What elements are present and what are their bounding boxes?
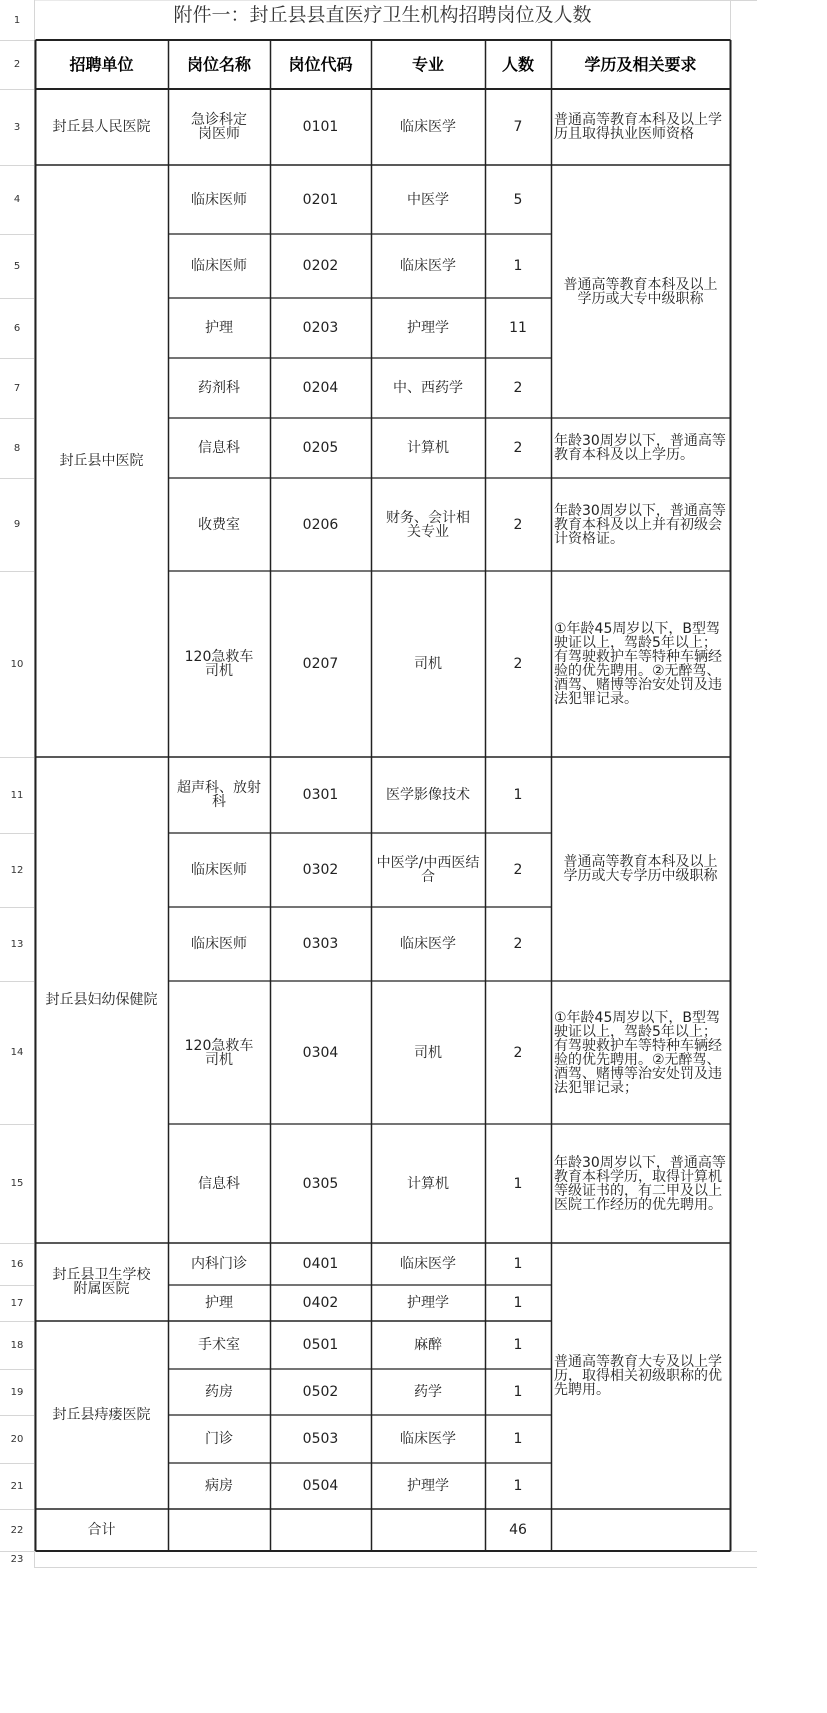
requirement-cell[interactable]: 普通高等教育本科及以上学历或大专中级职称 [563,276,718,307]
major-cell[interactable]: 护理学 [407,1478,449,1494]
total-label[interactable]: 合计 [87,1522,116,1538]
row-number[interactable]: 18 [10,1339,24,1351]
major-cell[interactable]: 司机 [414,1044,442,1061]
position-cell[interactable]: 急诊科定岗医师 [191,112,247,142]
code-cell[interactable]: 0305 [302,1175,339,1192]
position-cell[interactable]: 病房 [205,1478,233,1494]
code-cell[interactable]: 0207 [302,656,339,672]
position-cell[interactable]: 护理 [205,320,233,336]
code-cell[interactable]: 0204 [302,380,339,396]
requirement-cell[interactable]: 普通高等教育本科及以上学历且取得执业医师资格 [554,112,722,142]
row-number[interactable]: 13 [10,938,24,950]
header-code[interactable]: 岗位代码 [288,54,353,74]
major-cell[interactable]: 临床医学 [400,119,456,135]
count-cell[interactable]: 2 [513,656,523,672]
count-cell[interactable]: 1 [513,1478,523,1494]
major-cell[interactable]: 中医学 [407,191,449,208]
requirement-cell[interactable]: ①年龄45周岁以下，B型驾驶证以上，驾龄5年以上；有驾驶救护车等特种车辆经验的优先聘用。②无醉驾、酒驾、赌博等治安处罚及违法犯罪记录。 [554,621,722,707]
header-major[interactable]: 专业 [411,54,444,74]
row-number[interactable]: 11 [10,789,24,801]
requirement-cell[interactable]: 普通高等教育大专及以上学历，取得相关初级职称的优先聘用。 [554,1354,722,1398]
row-number[interactable]: 4 [13,194,21,205]
row-number[interactable]: 23 [10,1554,24,1565]
count-cell[interactable]: 2 [513,862,523,878]
position-cell[interactable]: 信息科 [198,1175,240,1192]
major-cell[interactable]: 麻醉 [414,1337,442,1353]
row-number[interactable]: 22 [10,1524,24,1536]
major-cell[interactable]: 护理学 [407,1295,449,1311]
position-cell[interactable]: 临床医师 [191,258,247,274]
code-cell[interactable]: 0101 [302,119,339,135]
code-cell[interactable]: 0205 [302,440,339,456]
major-cell[interactable]: 临床医学 [400,936,456,952]
count-cell[interactable]: 1 [513,258,523,274]
code-cell[interactable]: 0401 [302,1256,339,1272]
row-number[interactable]: 7 [13,382,21,394]
code-cell[interactable]: 0402 [302,1295,339,1311]
count-cell[interactable]: 2 [513,1044,523,1061]
row-number[interactable]: 2 [13,59,21,70]
position-cell[interactable]: 护理 [205,1295,233,1311]
requirement-cell[interactable]: 年龄30周岁以下，普通高等教育本科学历，取得计算机等级证书的，有二甲及以上医院工作经历的优先聘用。 [554,1154,726,1213]
code-cell[interactable]: 0501 [302,1337,339,1353]
row-number[interactable]: 20 [10,1433,24,1445]
row-number[interactable]: 9 [13,519,21,530]
position-cell[interactable]: 信息科 [198,440,240,456]
major-cell[interactable]: 计算机 [407,1175,449,1192]
requirement-cell[interactable]: 年龄30周岁以下，普通高等教育本科及以上并有初级会计资格证。 [554,502,726,547]
major-cell[interactable]: 临床医学 [400,258,456,274]
header-count[interactable]: 人数 [501,54,534,74]
major-cell[interactable]: 财务、会计相关专业 [386,509,470,540]
sheet-title[interactable]: 附件一：封丘县县直医疗卫生机构招聘岗位及人数 [173,4,592,26]
count-cell[interactable]: 1 [513,1431,523,1447]
code-cell[interactable]: 0303 [302,936,339,952]
count-cell[interactable]: 1 [513,1337,523,1353]
count-cell[interactable]: 2 [513,380,523,396]
row-number[interactable]: 12 [10,864,24,876]
count-cell[interactable]: 2 [513,440,523,456]
position-cell[interactable]: 临床医师 [191,936,247,952]
position-cell[interactable]: 收费室 [198,516,240,533]
unit-cell[interactable]: 封丘县痔瘘医院 [52,1407,151,1423]
major-cell[interactable]: 司机 [414,656,442,672]
row-number[interactable]: 19 [10,1386,24,1398]
count-cell[interactable]: 7 [513,119,523,135]
count-cell[interactable]: 1 [513,787,523,803]
major-cell[interactable]: 计算机 [407,440,449,456]
code-cell[interactable]: 0301 [302,787,339,803]
position-cell[interactable]: 临床医师 [191,191,247,208]
unit-cell[interactable]: 封丘县妇幼保健院 [45,992,158,1008]
position-cell[interactable]: 临床医师 [191,862,247,878]
row-number[interactable]: 17 [10,1297,24,1309]
major-cell[interactable]: 医学影像技术 [386,787,470,803]
code-cell[interactable]: 0502 [302,1384,339,1400]
row-number[interactable]: 15 [10,1178,24,1189]
code-cell[interactable]: 0206 [302,516,339,533]
header-requirement[interactable]: 学历及相关要求 [584,54,697,74]
unit-cell[interactable]: 封丘县人民医院 [52,119,151,135]
count-cell[interactable]: 2 [513,516,523,533]
requirement-cell[interactable]: ①年龄45周岁以下，B型驾驶证以上，驾龄5年以上；有驾驶救护车等特种车辆经验的优先聘用。②无醉驾、酒驾、赌博等治安处罚及违法犯罪记录； [554,1009,722,1096]
count-cell[interactable]: 1 [513,1175,523,1192]
requirement-cell[interactable]: 普通高等教育本科及以上学历或大专学历中级职称 [563,854,718,884]
count-cell[interactable]: 1 [513,1384,523,1400]
position-cell[interactable]: 120急救车司机 [184,1037,254,1068]
row-number[interactable]: 14 [10,1047,24,1058]
position-cell[interactable]: 药房 [205,1384,233,1400]
unit-cell[interactable]: 封丘县中医院 [59,453,144,469]
row-number[interactable]: 21 [10,1480,24,1492]
row-number[interactable]: 16 [10,1258,24,1270]
position-cell[interactable]: 手术室 [198,1337,240,1353]
row-number[interactable]: 5 [13,260,21,272]
position-cell[interactable]: 超声科、放射科 [177,780,261,810]
major-cell[interactable]: 药学 [414,1384,442,1400]
row-number[interactable]: 10 [10,658,24,670]
count-cell[interactable]: 1 [513,1295,523,1311]
major-cell[interactable]: 中医学/中西医结合 [376,855,480,885]
total-count[interactable]: 46 [509,1522,527,1538]
row-number[interactable]: 6 [13,322,21,334]
row-number[interactable]: 3 [13,121,21,133]
count-cell[interactable]: 1 [513,1256,523,1272]
code-cell[interactable]: 0203 [302,320,339,336]
count-cell[interactable]: 11 [509,320,527,336]
header-position[interactable]: 岗位名称 [186,54,251,74]
code-cell[interactable]: 0504 [302,1478,339,1494]
code-cell[interactable]: 0202 [302,258,339,274]
header-unit[interactable]: 招聘单位 [69,54,134,74]
count-cell[interactable]: 5 [513,191,523,208]
code-cell[interactable]: 0304 [302,1044,339,1061]
major-cell[interactable]: 护理学 [407,320,449,336]
major-cell[interactable]: 临床医学 [400,1256,456,1272]
position-cell[interactable]: 门诊 [205,1431,233,1447]
code-cell[interactable]: 0302 [302,862,339,878]
position-cell[interactable]: 内科门诊 [191,1256,247,1272]
row-number[interactable]: 8 [13,442,21,454]
count-cell[interactable]: 2 [513,936,523,952]
major-cell[interactable]: 临床医学 [400,1431,456,1447]
code-cell[interactable]: 0201 [302,191,339,208]
requirement-cell[interactable]: 年龄30周岁以下，普通高等教育本科及以上学历。 [554,433,726,463]
unit-cell[interactable]: 封丘县卫生学校附属医院 [52,1267,151,1297]
code-cell[interactable]: 0503 [302,1431,339,1447]
major-cell[interactable]: 中、西药学 [393,380,463,396]
position-cell[interactable]: 120急救车司机 [184,649,254,679]
row-number[interactable]: 1 [13,14,21,26]
position-cell[interactable]: 药剂科 [198,380,240,396]
